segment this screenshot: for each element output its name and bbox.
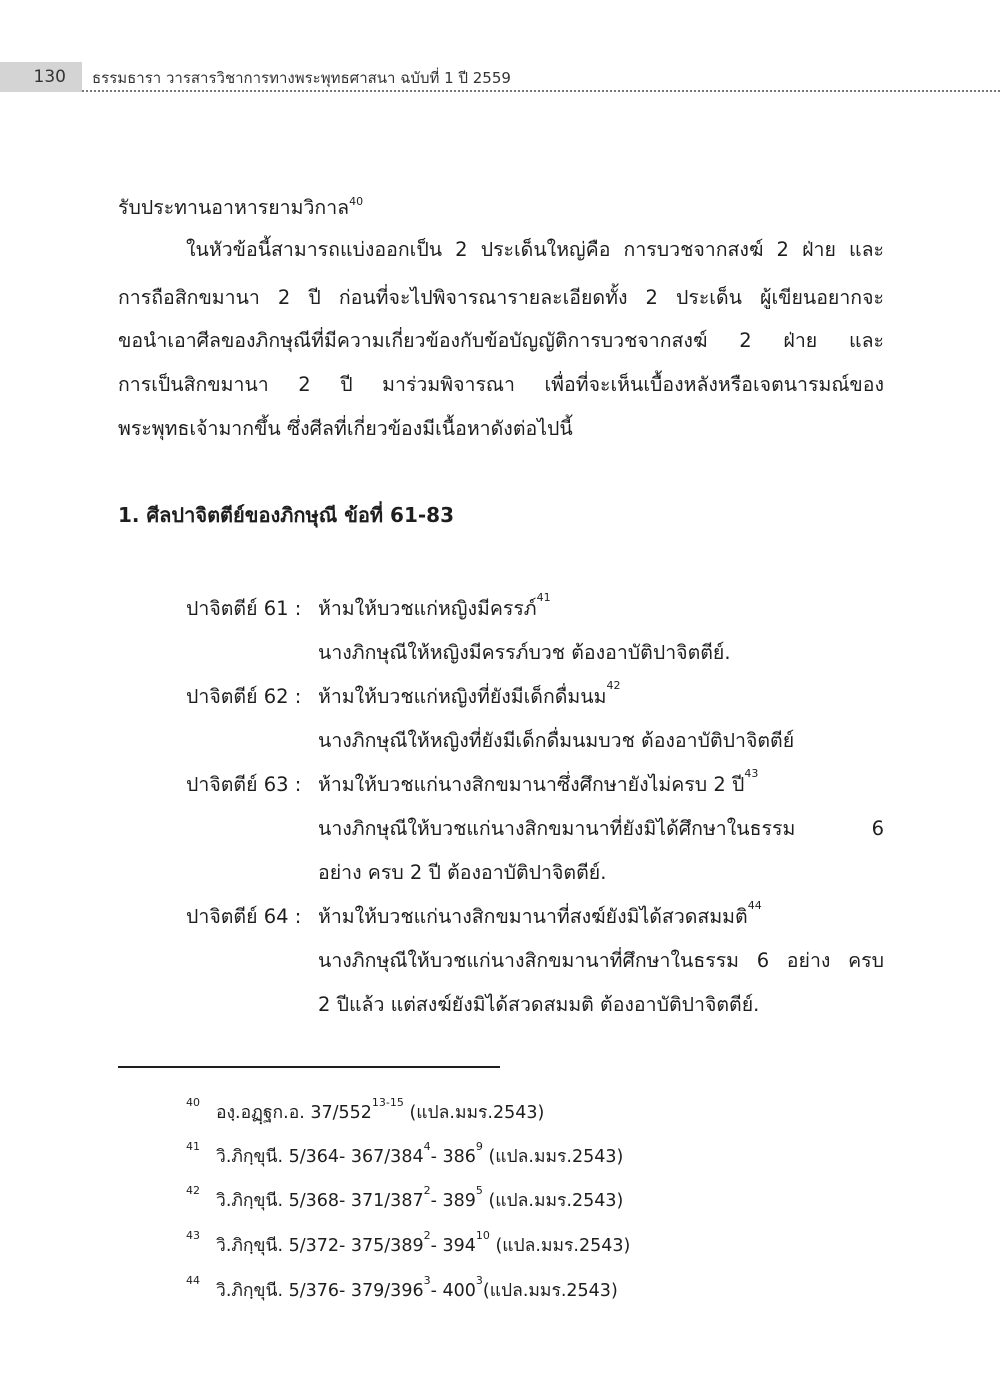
rule-label: ปาจิตตีย์ 64 : — [186, 905, 302, 928]
footnote-citation: วิ.ภิกฺขุนี. 5/372- 375/389 — [216, 1236, 424, 1256]
page-number: 130 — [0, 62, 82, 92]
rule-text: 2 ปีแล้ว แต่สงฆ์ยังมิได้สวดสมมติ ต้องอาบัติปาจิตตีย์. — [318, 993, 760, 1016]
footnote-41 — [186, 1142, 623, 1170]
rule-title-text: ห้ามให้บวชแก่นางสิกขมานาที่สงฆ์ยังมิได้สวดสมมติ — [318, 905, 748, 928]
rule-title — [318, 593, 884, 624]
footnote-40 — [186, 1098, 544, 1126]
journal-title: ธรรมธารา วารสารวิชาการทางพระพุทธศาสนา ฉบับที่ 1 ปี 2559 — [92, 69, 511, 87]
rule-text: นางภิกษุณีให้หญิงมีครรภ์บวช ต้องอาบัติปาจิตตีย์. — [318, 641, 731, 664]
paragraph-line: การเป็นสิกขมานา 2 ปี มาร่วมพิจารณา เพื่อที่จะเห็นเบื้องหลังหรือเจตนารมณ์ของ — [118, 373, 884, 396]
intro-line-1 — [118, 195, 364, 219]
footnote-sup: 10 — [475, 1229, 490, 1242]
rule-text: นางภิกษุณีให้บวชแก่นางสิกขมานาที่ศึกษาในธรรม 6 อย่าง ครบ — [318, 949, 884, 972]
rule-title-text: ห้ามให้บวชแก่หญิงมีครรภ์ — [318, 597, 537, 620]
rule-title-text: ห้ามให้บวชแก่นางสิกขมานาซึ่งศึกษายังไม่ครบ 2 ปี — [318, 773, 745, 796]
footnote-sup: 3 — [475, 1274, 483, 1287]
rule-text: อย่าง ครบ 2 ปี ต้องอาบัติปาจิตตีย์. — [318, 861, 607, 884]
paragraph-line: ในหัวข้อนี้สามารถแบ่งออกเป็น 2 ประเด็นใหญ่คือ การบวชจากสงฆ์ 2 ฝ่าย และ — [186, 238, 884, 261]
footnote-citation-tail: (แปล.มมร.2543) — [403, 1103, 545, 1123]
footnote-number: 44 — [186, 1274, 200, 1287]
footnote-citation-mid: - 400 — [430, 1281, 476, 1301]
footnote-citation-tail: (แปล.มมร.2543) — [482, 1281, 618, 1301]
footnote-citation-tail: (แปล.มมร.2543) — [489, 1236, 631, 1256]
footnote-ref-42: 42 — [606, 679, 621, 692]
rule-title — [318, 681, 884, 712]
footnote-43 — [186, 1231, 630, 1259]
section-heading: 1. ศีลปาจิตตีย์ของภิกษุณี ข้อที่ 61-83 — [118, 503, 455, 527]
footnote-sup: 5 — [475, 1184, 483, 1197]
rule-title-text: ห้ามให้บวชแก่หญิงที่ยังมีเด็กดื่มนม — [318, 685, 607, 708]
footnote-sup: 2 — [423, 1229, 431, 1242]
footnote-separator — [118, 1066, 500, 1068]
footnote-citation-mid: - 386 — [430, 1147, 476, 1167]
footnote-sup: 4 — [423, 1140, 431, 1153]
footnote-sup: 3 — [423, 1274, 431, 1287]
footnote-citation-tail: (แปล.มมร.2543) — [482, 1147, 624, 1167]
paragraph-line: การถือสิกขมานา 2 ปี ก่อนที่จะไปพิจารณารายละเอียดทั้ง 2 ประเด็น ผู้เขียนอยากจะ — [118, 286, 884, 309]
footnote-number: 40 — [186, 1096, 200, 1109]
footnote-citation-mid: - 389 — [430, 1191, 476, 1211]
footnote-citation-mid: - 394 — [430, 1236, 476, 1256]
rule-label: ปาจิตตีย์ 61 : — [186, 597, 302, 620]
rule-text: นางภิกษุณีให้หญิงที่ยังมีเด็กดื่มนมบวช ต้องอาบัติปาจิตตีย์ — [318, 729, 795, 752]
footnote-44 — [186, 1276, 618, 1304]
footnote-ref-44: 44 — [747, 899, 762, 912]
footnote-citation: วิ.ภิกฺขุนี. 5/364- 367/384 — [216, 1147, 424, 1167]
footnote-ref-43: 43 — [744, 767, 759, 780]
rule-title — [318, 769, 884, 800]
footnote-sup: 9 — [475, 1140, 483, 1153]
header-dotted-rule — [82, 90, 1000, 92]
footnote-number: 43 — [186, 1229, 200, 1242]
footnote-ref-41: 41 — [536, 591, 551, 604]
footnote-ref-40: 40 — [349, 195, 364, 208]
page-header — [0, 62, 1000, 92]
footnote-sup: 2 — [423, 1184, 431, 1197]
footnote-citation: วิ.ภิกฺขุนี. 5/368- 371/387 — [216, 1191, 424, 1211]
rule-label: ปาจิตตีย์ 62 : — [186, 685, 302, 708]
intro-line-1-text: รับประทานอาหารยามวิกาล — [118, 196, 350, 219]
footnote-citation: วิ.ภิกฺขุนี. 5/376- 379/396 — [216, 1281, 424, 1301]
footnote-42 — [186, 1186, 623, 1214]
footnote-number: 41 — [186, 1140, 200, 1153]
rule-text: นางภิกษุณีให้บวชแก่นางสิกขมานาที่ยังมิได้ศึกษาในธรรม 6 — [318, 817, 884, 840]
footnote-number: 42 — [186, 1184, 200, 1197]
rule-label: ปาจิตตีย์ 63 : — [186, 773, 302, 796]
rule-title — [318, 901, 884, 932]
footnote-citation: องฺ.อฏฺฐก.อ. 37/552 — [216, 1103, 372, 1123]
footnote-citation-tail: (แปล.มมร.2543) — [482, 1191, 624, 1211]
paragraph-line: ขอนำเอาศีลของภิกษุณีที่มีความเกี่ยวข้องกับข้อบัญญัติการบวชจากสงฆ์ 2 ฝ่าย และ — [118, 329, 884, 352]
paragraph-line: พระพุทธเจ้ามากขึ้น ซึ่งศีลที่เกี่ยวข้องมีเนื้อหาดังต่อไปนี้ — [118, 417, 573, 440]
footnote-sup: 13-15 — [371, 1096, 404, 1109]
